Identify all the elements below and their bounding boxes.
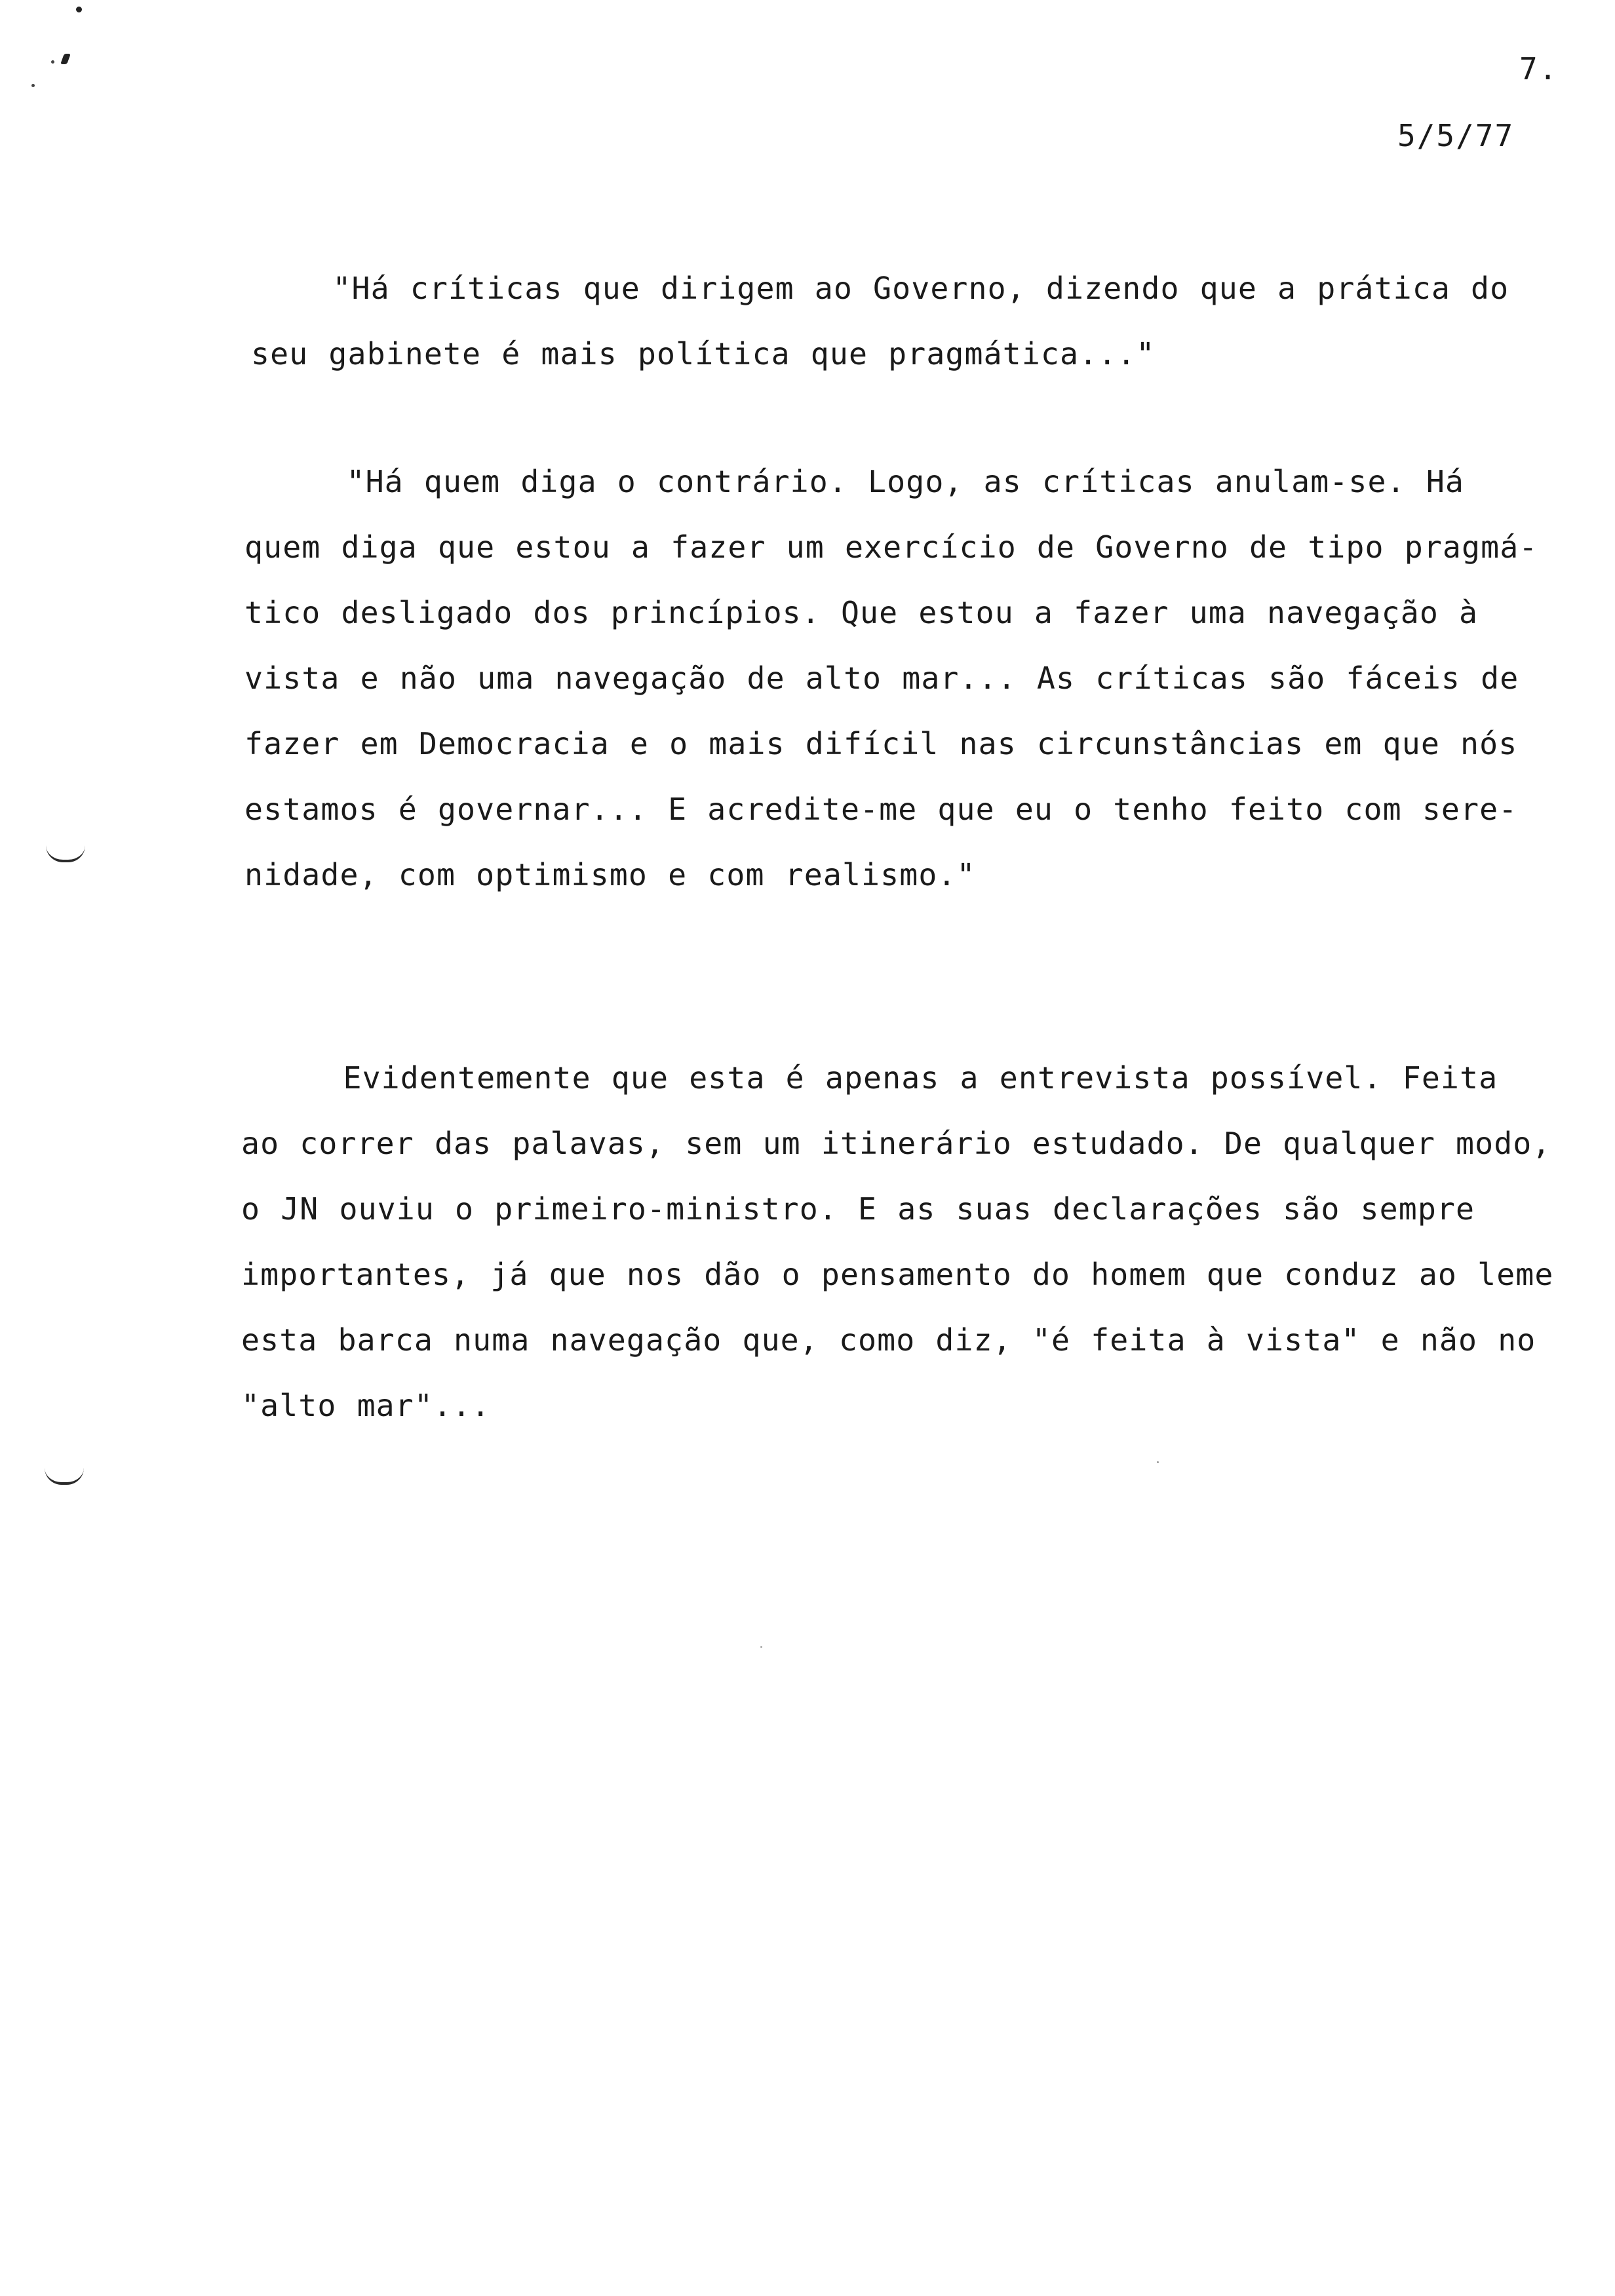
text-line: tico desligado dos princípios. Que estou a fazer uma navegação à — [244, 595, 1479, 630]
paragraph-question — [251, 256, 1509, 387]
ink-speck — [31, 84, 35, 87]
ink-speck — [60, 54, 71, 64]
text-line: "Há críticas que dirigem ao Governo, dizendo que a prática do — [251, 271, 1509, 306]
text-line: ao correr das palavas, sem um itinerário estudado. De qualquer modo, — [241, 1126, 1551, 1161]
text-line: nidade, com optimismo e com realismo." — [244, 857, 976, 892]
text-line: esta barca numa navegação que, como diz, "é feita à vista" e não no — [241, 1322, 1536, 1358]
text-line: vista e não uma navegação de alto mar... As críticas são fáceis de — [244, 660, 1519, 696]
paragraph-closing — [241, 1045, 1553, 1438]
text-line: "alto mar"... — [241, 1388, 491, 1423]
page-number: 7. — [1519, 51, 1559, 86]
ink-speck — [51, 60, 54, 64]
text-line: "Há quem diga o contrário. Logo, as críticas anulam-se. Há — [244, 464, 1465, 499]
ink-speck — [76, 7, 82, 12]
text-line: seu gabinete é mais política que pragmática..." — [251, 336, 1156, 372]
ink-dot — [760, 1646, 762, 1648]
text-line: o JN ouviu o primeiro-ministro. E as suas declarações são sempre — [241, 1191, 1475, 1227]
page-date: 5/5/77 — [1397, 118, 1515, 153]
text-line: Evidentemente que esta é apenas a entrevista possível. Feita — [241, 1060, 1498, 1096]
binder-hole-mark — [45, 1468, 84, 1485]
ink-dot — [1157, 1461, 1159, 1463]
text-line: estamos é governar... E acredite-me que eu o tenho feito com sere- — [244, 792, 1518, 827]
paragraph-answer — [244, 449, 1538, 908]
text-line: quem diga que estou a fazer um exercício de Governo de tipo pragmá- — [244, 529, 1538, 565]
text-line: fazer em Democracia e o mais difícil nas circunstâncias em que nós — [244, 726, 1518, 761]
binder-hole-mark — [46, 845, 85, 862]
text-line: importantes, já que nos dão o pensamento do homem que conduz ao leme — [241, 1257, 1554, 1292]
